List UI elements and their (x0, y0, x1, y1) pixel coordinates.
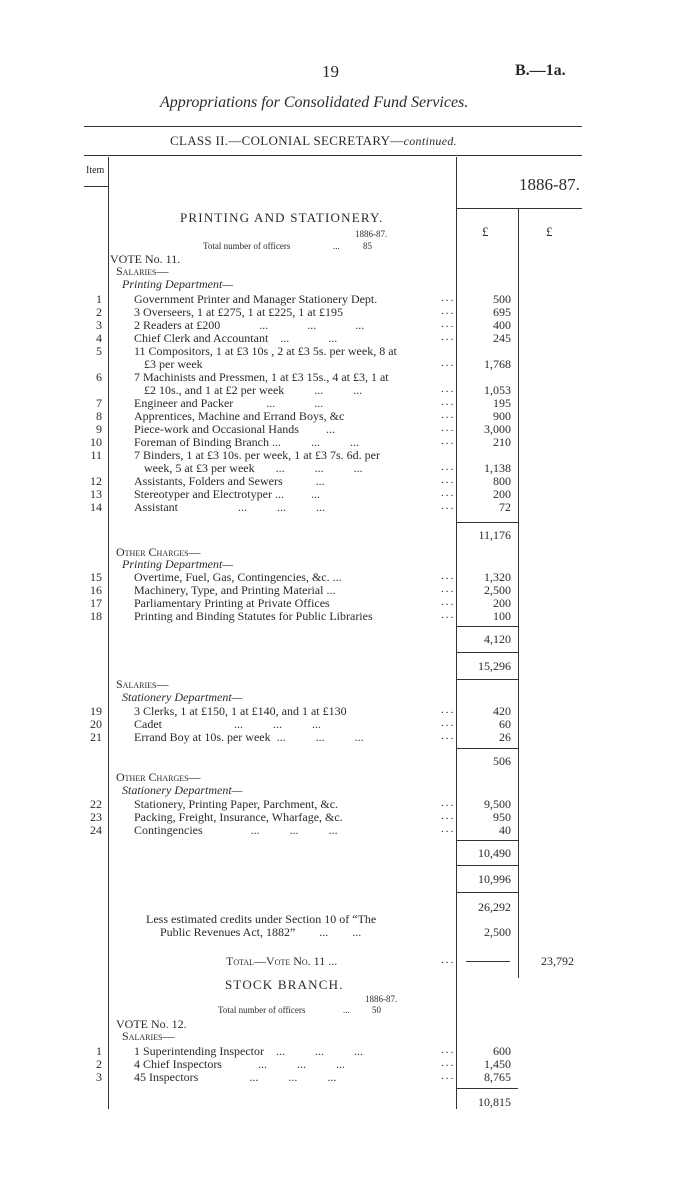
credits-amount: 2,500 (484, 925, 511, 939)
leader-dots: ... (441, 823, 456, 835)
item-number: 3 (96, 1070, 102, 1084)
other-charges-label: Other Charges— (116, 545, 201, 559)
subtotal-rule (456, 892, 518, 893)
pound-header-1: £ (482, 224, 489, 239)
title-rule (84, 126, 582, 127)
item-amount: 2,500 (484, 583, 511, 597)
stock-year-label: 1886-87. (365, 994, 398, 1004)
leader-dots: ... (441, 609, 456, 621)
vote-11-total-amount: 23,792 (541, 954, 574, 968)
item-text: 7 Machinists and Pressmen, 1 at £3 15s., 4 at £3, 1 at (134, 370, 389, 384)
item-text: Errand Boy at 10s. per week ... ... ... (134, 730, 364, 744)
item-text-cont: week, 5 at £3 per week ... ... ... (144, 461, 363, 475)
leader-dots: ... (441, 596, 456, 608)
item-number: 10 (90, 435, 102, 449)
item-number: 14 (90, 500, 102, 514)
stock-salaries-label: Salaries— (122, 1029, 175, 1043)
item-number: 12 (90, 474, 102, 488)
printing-oc-dept-label: Printing Department— (122, 557, 233, 571)
item-text: Overtime, Fuel, Gas, Contingencies, &c. ... (134, 570, 342, 584)
item-text: Printing and Binding Statutes for Public Libraries (134, 609, 373, 623)
printing-year-label: 1886-87. (355, 229, 388, 239)
leader-dots: ... (441, 500, 456, 512)
subtotal-rule (456, 865, 518, 866)
salaries-subtotal: 11,176 (478, 528, 511, 542)
leader-dots: ... (441, 1044, 456, 1056)
item-amount: 695 (493, 305, 511, 319)
stationery-other-charges-label: Other Charges— (116, 770, 201, 784)
item-amount: 245 (493, 331, 511, 345)
stock-officers-label: Total number of officers (218, 1005, 306, 1015)
stationery-salaries-subtotal: 506 (493, 754, 511, 768)
subtotal-rule (456, 1088, 518, 1089)
item-number: 5 (96, 344, 102, 358)
item-text: Assistants, Folders and Sewers ... (134, 474, 325, 488)
vote-11-total-label: Total—Vote No. 11 ... (226, 954, 338, 968)
item-text: Apprentices, Machine and Errand Boys, &c (134, 409, 345, 423)
item-number: 18 (90, 609, 102, 623)
leader-dots: ... (441, 357, 456, 369)
leader-dots: ... (441, 954, 456, 966)
leader-dots: ... (441, 487, 456, 499)
amount-column-mid-rule (518, 208, 519, 978)
item-text: 3 Overseers, 1 at £275, 1 at £225, 1 at £195 (134, 305, 343, 319)
item-amount: 500 (493, 292, 511, 306)
item-text: 11 Compositors, 1 at £3 10s , 2 at £3 5s. per week, 8 at (134, 344, 397, 358)
leader-dots: ... (441, 730, 456, 742)
printing-officers-count: 85 (363, 241, 372, 251)
item-amount: 900 (493, 409, 511, 423)
item-number: 4 (96, 331, 102, 345)
item-text: 4 Chief Inspectors ... ... ... (134, 1057, 345, 1071)
item-number: 15 (90, 570, 102, 584)
year-column-header: 1886-87. (519, 175, 580, 194)
item-number: 23 (90, 810, 102, 824)
item-amount: 40 (499, 823, 511, 837)
stationery-salaries-label: Salaries— (116, 677, 169, 691)
item-number: 16 (90, 583, 102, 597)
item-text: 2 Readers at £200 ... ... ... (134, 318, 365, 332)
item-amount: 60 (499, 717, 511, 731)
subtotal-rule (456, 522, 518, 523)
printing-officers-dots: ... (333, 241, 340, 251)
item-amount: 600 (493, 1044, 511, 1058)
item-text-cont: £2 10s., and 1 at £2 per week ... ... (144, 383, 363, 397)
item-number: 2 (96, 1057, 102, 1071)
leader-dots: ... (441, 704, 456, 716)
class-heading-text: CLASS II.—COLONIAL SECRETARY— (170, 133, 404, 148)
leader-dots: ... (441, 797, 456, 809)
document-code: B.—1a. (515, 62, 566, 79)
item-text: Cadet ... ... ... (134, 717, 321, 731)
year-header-rule (456, 208, 582, 209)
item-number: 22 (90, 797, 102, 811)
salaries-label: Salaries— (116, 264, 169, 278)
stock-officers-count: 50 (372, 1005, 381, 1015)
class-heading-continued: continued. (403, 134, 457, 148)
item-text: Contingencies ... ... ... (134, 823, 338, 837)
printing-oc-subtotal: 4,120 (484, 632, 511, 646)
item-text: 1 Superintending Inspector ... ... ... (134, 1044, 363, 1058)
leader-dots: ... (441, 570, 456, 582)
pound-header-2: £ (546, 224, 553, 239)
item-number: 17 (90, 596, 102, 610)
item-amount: 8,765 (484, 1070, 511, 1084)
item-text: Parliamentary Printing at Private Offices (134, 596, 330, 610)
item-text: 3 Clerks, 1 at £150, 1 at £140, and 1 at £130 (134, 704, 347, 718)
leader-dots: ... (441, 396, 456, 408)
leader-dots: ... (441, 383, 456, 395)
item-amount: 1,138 (484, 461, 511, 475)
stationery-dept-label: Stationery Department— (122, 690, 243, 704)
printing-officers-label: Total number of officers (203, 241, 291, 251)
printing-total: 15,296 (478, 659, 511, 673)
class-rule (84, 155, 582, 156)
credits-line-1: Less estimated credits under Section 10 of “The (146, 912, 377, 926)
item-amount: 200 (493, 596, 511, 610)
vote-11-label: VOTE No. 11. (110, 252, 181, 266)
item-text: Machinery, Type, and Printing Material ... (134, 583, 336, 597)
class-heading (170, 133, 457, 149)
section-heading-printing: PRINTING AND STATIONERY. (180, 210, 384, 225)
item-text: Stereotyper and Electrotyper ... ... (134, 487, 320, 501)
item-text: Engineer and Packer ... ... (134, 396, 324, 410)
item-amount: 3,000 (484, 422, 511, 436)
leader-dots: ... (441, 461, 456, 473)
item-number: 24 (90, 823, 102, 837)
item-header-rule (84, 186, 108, 187)
stock-officers-dots: ... (343, 1005, 350, 1015)
item-number: 7 (96, 396, 102, 410)
stationery-oc-subtotal: 10,490 (478, 846, 511, 860)
item-amount: 72 (499, 500, 511, 514)
item-amount: 9,500 (484, 797, 511, 811)
printing-dept-label: Printing Department— (122, 277, 233, 291)
item-number: 19 (90, 704, 102, 718)
item-amount: 400 (493, 318, 511, 332)
leader-dots: ... (441, 318, 456, 330)
subtotal-rule (456, 626, 518, 627)
leader-dots: ... (441, 583, 456, 595)
item-amount: 195 (493, 396, 511, 410)
item-amount: 100 (493, 609, 511, 623)
credits-line-2: Public Revenues Act, 1882” ... ... (160, 925, 362, 939)
item-text: Stationery, Printing Paper, Parchment, &c. (134, 797, 339, 811)
item-amount: 200 (493, 487, 511, 501)
item-amount: 1,768 (484, 357, 511, 371)
item-text: Piece-work and Occasional Hands ... (134, 422, 335, 436)
item-number: 1 (96, 292, 102, 306)
leader-dots: ... (441, 1070, 456, 1082)
leader-dots: ... (441, 305, 456, 317)
item-amount: 1,320 (484, 570, 511, 584)
subtotal-rule (456, 679, 518, 680)
item-text: Chief Clerk and Accountant ... ... (134, 331, 338, 345)
item-number: 9 (96, 422, 102, 436)
page-number: 19 (322, 62, 339, 81)
leader-dots: ... (441, 435, 456, 447)
item-number: 21 (90, 730, 102, 744)
leader-dots: ... (441, 717, 456, 729)
item-text: 45 Inspectors ... ... ... (134, 1070, 337, 1084)
item-number: 20 (90, 717, 102, 731)
subtotal-rule (456, 840, 518, 841)
leader-dots: ... (441, 409, 456, 421)
document-title: Appropriations for Consolidated Fund Services. (160, 94, 469, 111)
gross-total: 26,292 (478, 900, 511, 914)
item-number: 8 (96, 409, 102, 423)
item-column-header: Item (86, 165, 105, 176)
item-text: Packing, Freight, Insurance, Wharfage, &c. (134, 810, 343, 824)
item-text: Assistant ... ... ... (134, 500, 326, 514)
leader-dots: ... (441, 422, 456, 434)
item-column-rule (108, 157, 109, 1109)
item-text: Government Printer and Manager Stationery Dept. (134, 292, 378, 306)
item-number: 3 (96, 318, 102, 332)
subtotal-rule (456, 652, 518, 653)
item-amount: 1,450 (484, 1057, 511, 1071)
subtotal-rule (456, 748, 518, 749)
leader-dots: ... (441, 474, 456, 486)
leader-dots: ... (441, 810, 456, 822)
item-amount: 26 (499, 730, 511, 744)
item-text: 7 Binders, 1 at £3 10s. per week, 1 at £3 7s. 6d. per (134, 448, 380, 462)
leader-dots: ... (441, 331, 456, 343)
vote-12-label: VOTE No. 12. (116, 1017, 187, 1031)
stationery-oc-dept-label: Stationery Department— (122, 783, 243, 797)
leader-dots: ... (441, 292, 456, 304)
leader-dots: ... (441, 1057, 456, 1069)
item-text-cont: £3 per week (144, 357, 203, 371)
stationery-total: 10,996 (478, 872, 511, 886)
item-amount: 420 (493, 704, 511, 718)
item-amount: 950 (493, 810, 511, 824)
item-number: 13 (90, 487, 102, 501)
item-number: 1 (96, 1044, 102, 1058)
item-amount: 800 (493, 474, 511, 488)
item-text: Foreman of Binding Branch ... ... ... (134, 435, 359, 449)
item-amount: 210 (493, 435, 511, 449)
item-number: 6 (96, 370, 102, 384)
stock-salaries-subtotal: 10,815 (478, 1095, 511, 1109)
section-heading-stock: STOCK BRANCH. (225, 977, 344, 992)
item-number: 2 (96, 305, 102, 319)
item-number: 11 (90, 448, 102, 462)
item-amount: 1,053 (484, 383, 511, 397)
